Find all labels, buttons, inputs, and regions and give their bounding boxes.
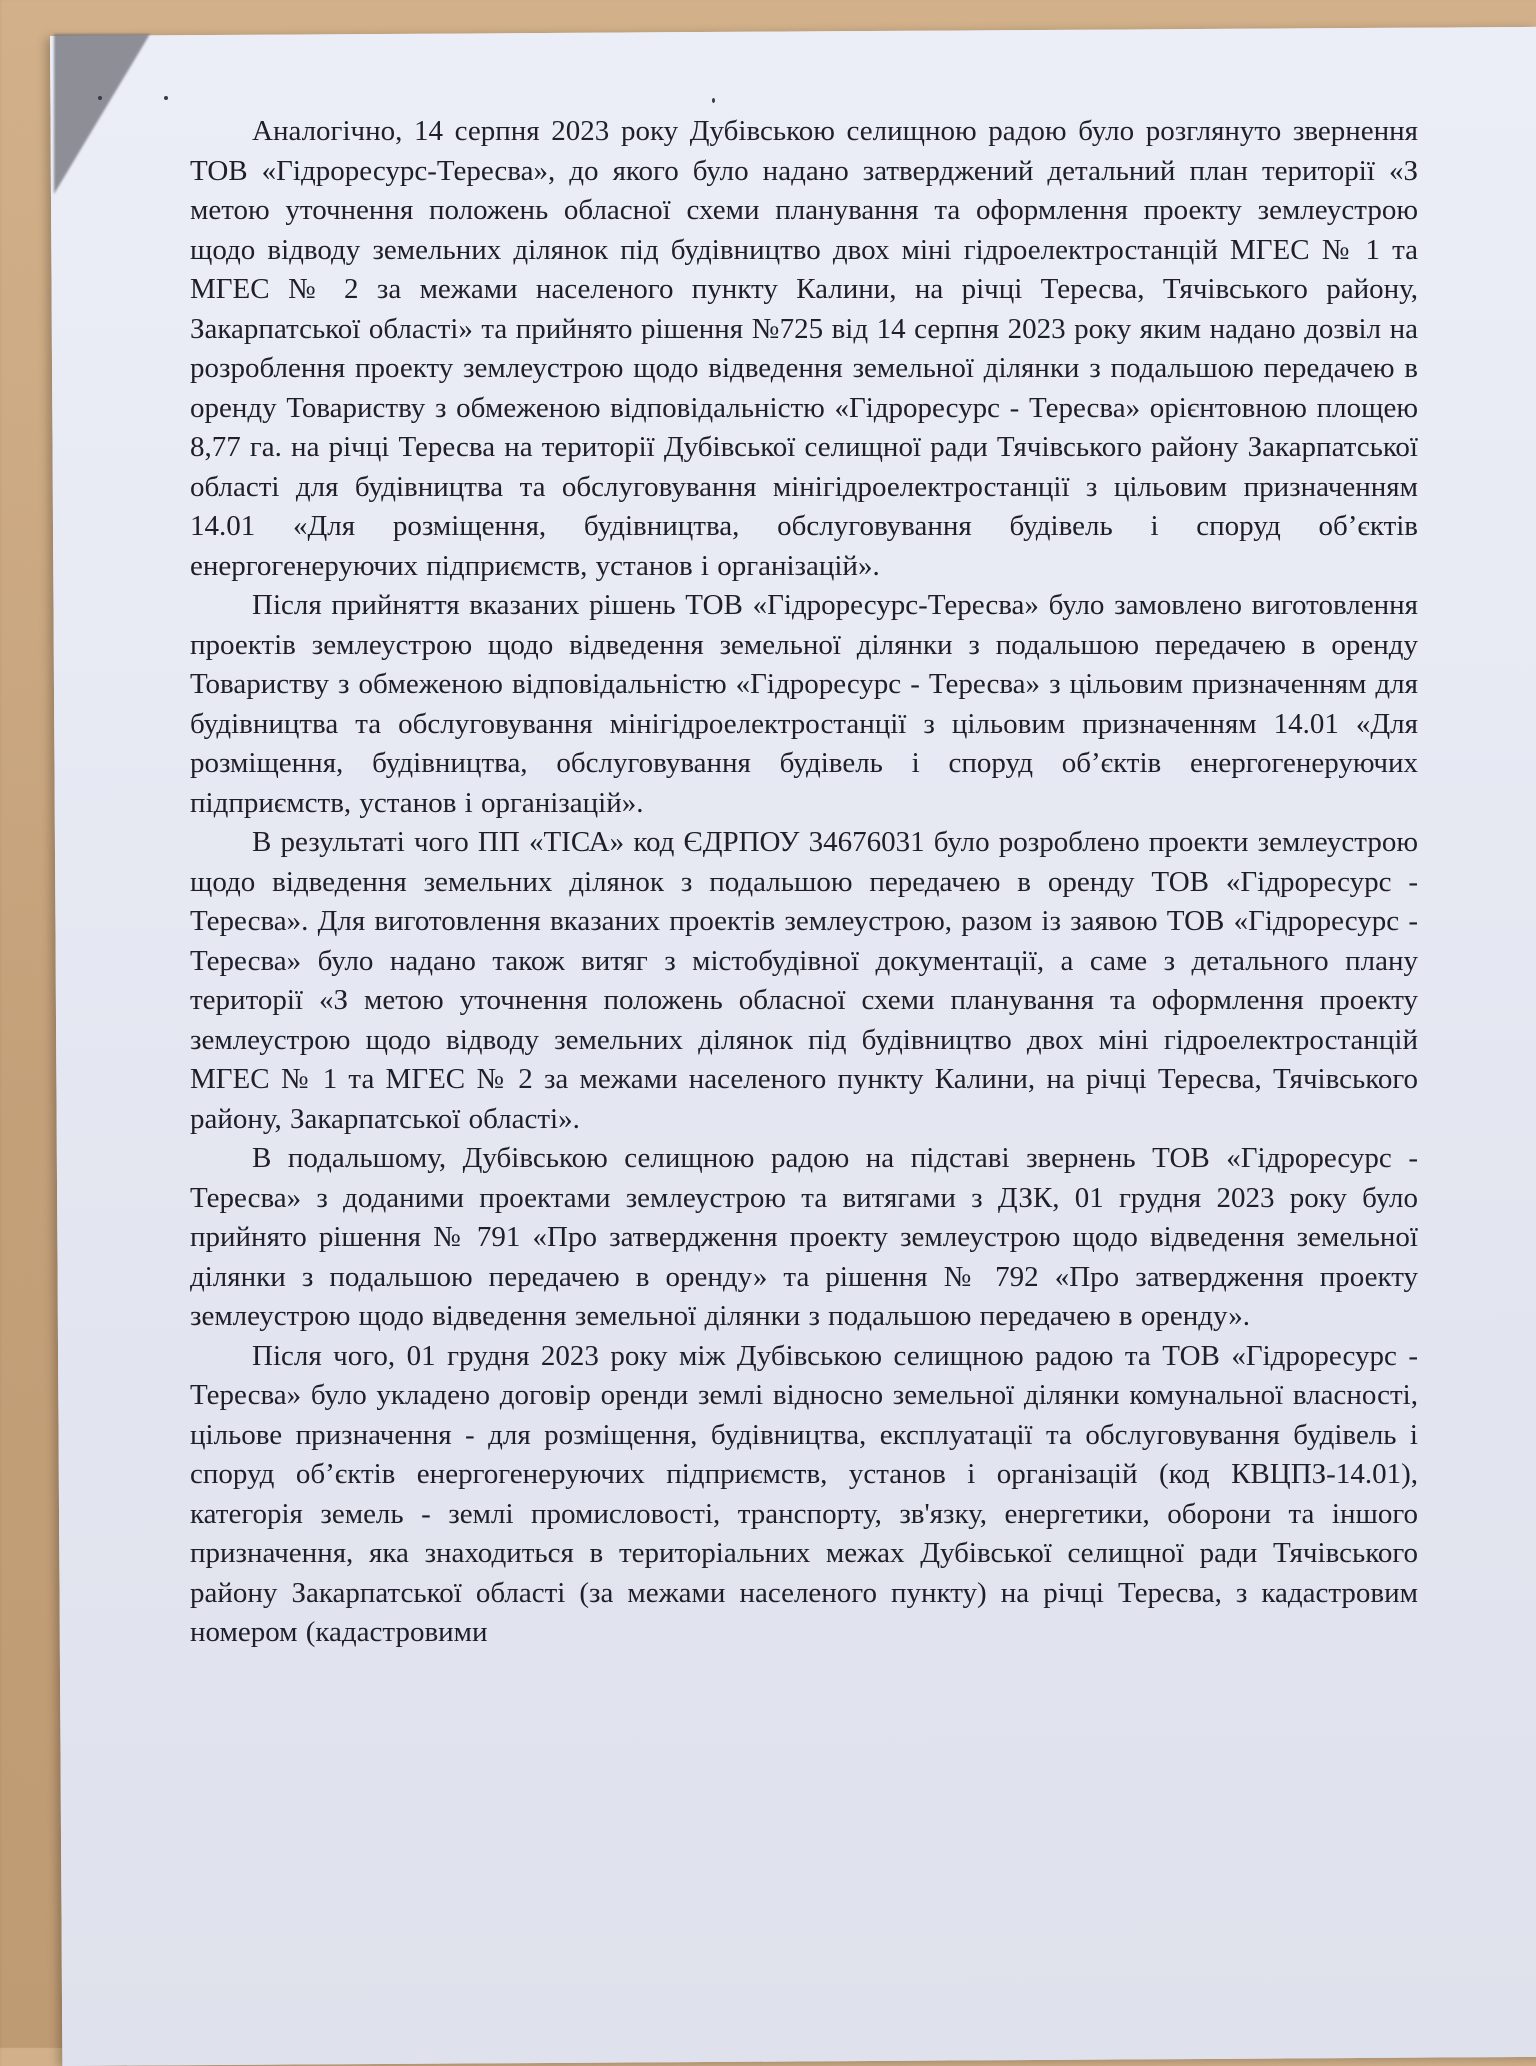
document-body bbox=[190, 112, 1418, 1653]
staple-hole-mark bbox=[164, 96, 168, 100]
staple-hole-mark bbox=[98, 96, 102, 100]
paragraph: Після прийняття вказаних рішень ТОВ «Гідроресурс-Тересва» було замовлено виготовлення проектів землеустрою щодо відведення земельної ділянки з подальшою передачею в оренду Товариству з обмеженою відповідальністю «Гідроресурс - Тересва» з цільовим призначенням для будівництва та обслуговування мінігідроелектростанції з цільовим призначенням 14.01 «Для розміщення, будівництва, обслуговування будівель і споруд об’єктів енергогенеруючих підприємств, установ і організацій». bbox=[190, 589, 1418, 819]
paragraph: В результаті чого ПП «ТІСА» код ЄДРПОУ 34676031 було розроблено проекти землеустрою щодо відведення земельних ділянок з подальшою передачею в оренду ТОВ «Гідроресурс - Тересва». Для виготовлення вказаних проектів землеустрою, разом із заявою ТОВ «Гідроресурс - Тересва» було надано також витяг з містобудівної документації, а саме з детального плану території «З метою уточнення положень обласної схеми планування та оформлення проекту землеустрою щодо відводу земельних ділянок під будівництво двох міні гідроелектростанцій МГЕС № 1 та МГЕС № 2 за межами населеного пункту Калини, на річці Тересва, Тячівського району, Закарпатської області». bbox=[190, 826, 1418, 1135]
paragraph: Аналогічно, 14 серпня 2023 року Дубівською селищною радою було розглянуто звернення ТОВ «Гідроресурс-Тересва», до якого було надано затверджений детальний план території «З метою уточнення положень обласної схеми планування та оформлення проекту землеустрою щодо відводу земельних ділянок під будівництво двох міні гідроелектростанцій МГЕС № 1 та МГЕС № 2 за межами населеного пункту Калини, на річці Тересва, Тячівського району, Закарпатської області» та прийнято рішення №725 від 14 серпня 2023 року яким надано дозвіл на розроблення проекту землеустрою щодо відведення земельної ділянки з подальшою передачею в оренду Товариству з обмеженою відповідальністю «Гідроресурс - Тересва» орієнтовною площею 8,77 га. на річці Тересва на території Дубівської селищної ради Тячівського району Закарпатської області для будівництва та обслуговування мінігідроелектростанції з цільовим призначенням 14.01 «Для розміщення, будівництва, обслуговування будівель і споруд об’єктів енергогенеруючих підприємств, установ і організацій». bbox=[190, 115, 1418, 582]
ink-speck bbox=[712, 98, 715, 103]
paragraph: В подальшому, Дубівською селищною радою на підставі звернень ТОВ «Гідроресурс - Тересва» з доданими проектами землеустрою та витягами з ДЗК, 01 грудня 2023 року було прийнято рішення № 791 «Про затвердження проекту землеустрою щодо відведення земельної ділянки з подальшою передачею в оренду» та рішення № 792 «Про затвердження проекту землеустрою щодо відведення земельної ділянки з подальшою передачею в оренду». bbox=[190, 1142, 1418, 1332]
paragraph: Після чого, 01 грудня 2023 року між Дубівською селищною радою та ТОВ «Гідроресурс - Тересва» було укладено договір оренди землі відносно земельної ділянки комунальної власності, цільове призначення - для розміщення, будівництва, експлуатації та обслуговування будівель і споруд об’єктів енергогенеруючих підприємств, установ і організацій (код КВЦПЗ-14.01), категорія земель - землі промисловості, транспорту, зв'язку, енергетики, оборони та іншого призначення, яка знаходиться в територіальних межах Дубівської селищної ради Тячівського району Закарпатської області (за межами населеного пункту) на річці Тересва, з кадастровим номером (кадастровими bbox=[190, 1339, 1418, 1648]
folded-corner-shadow bbox=[54, 34, 150, 194]
